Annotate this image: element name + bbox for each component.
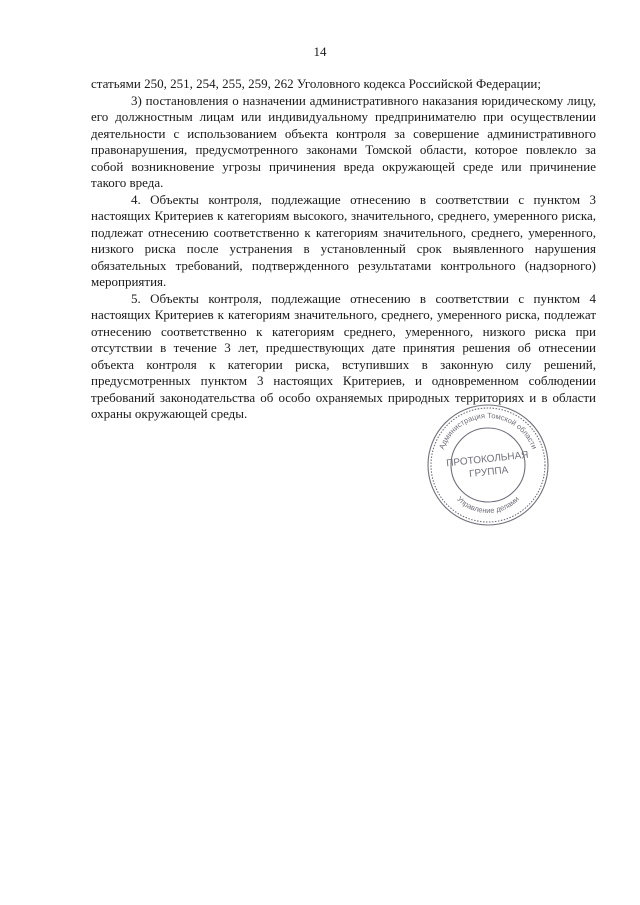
stamp-ring-top-text: Администрация Томской области <box>437 410 539 451</box>
page-number: 14 <box>313 44 327 59</box>
paragraph-item-3: 3) постановления о назначении административного наказания юридическому лицу, его должностным лицам или индивидуальному предпринимателю при осуществлении деятельности с использованием объекта контроля за совершение административного правонарушения, предусмотренного законами Томской области, которое повлекло за собой возникновение угрозы причинения вреда окружающей среде или причинение такого вреда. <box>91 92 596 190</box>
paragraph-item-5: 5. Объекты контроля, подлежащие отнесению в соответствии с пунктом 4 настоящих Критериев к категориям значительного, среднего, умеренного риска, подлежат отнесению соответственно к категориям среднего, умеренного, низкого риска при отсутствии в течение 3 лет, предшествующих дате принятия решения об отнесении объекта контроля к категории риска, вступивших в законную силу решений, предусмотренных пунктом 3 настоящих Критериев, и одновременном соблюдении требований законодательства об особо охраняемых природных территориях и в области охраны окружающей среды. <box>91 290 596 421</box>
official-stamp <box>423 400 553 530</box>
stamp-center-line2: ГРУППА <box>468 464 509 480</box>
stamp-center-line1: ПРОТОКОЛЬНАЯ <box>445 449 530 470</box>
paragraph-item-4: 4. Объекты контроля, подлежащие отнесению в соответствии с пунктом 3 настоящих Критериев к категориям высокого, значительного, среднего, умеренного риска, подлежат отнесению соответственно к категориям значительного, среднего, умеренного, низкого риска после устранения в установленный срок выявленного нарушения обязательных требований, подтвержденного результатами контрольного (надзорного) мероприятия. <box>91 191 596 289</box>
paragraph-continuation: статьями 250, 251, 254, 255, 259, 262 Уголовного кодекса Российской Федерации; <box>91 76 541 91</box>
stamp-ring-bottom-text: Управление делами <box>455 494 521 516</box>
document-body <box>91 76 596 423</box>
